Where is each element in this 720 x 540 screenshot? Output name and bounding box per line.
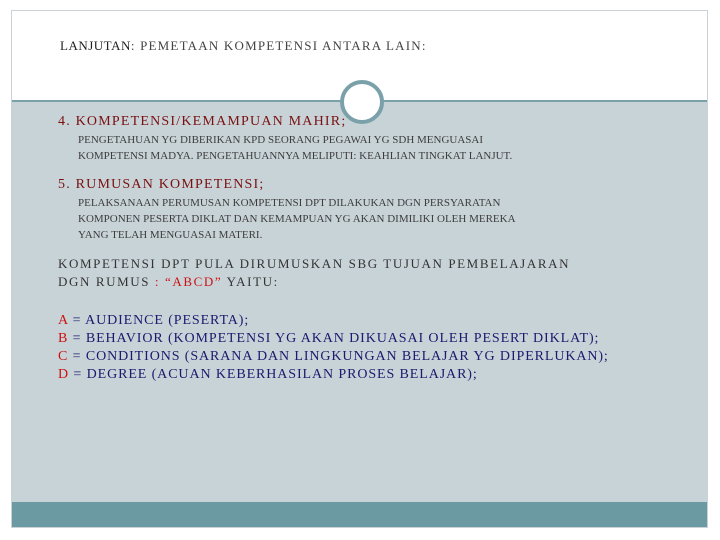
title-rest: : PEMETAAN KOMPETENSI ANTARA LAIN: — [130, 38, 427, 53]
body-line: KOMPETENSI MADYA. PENGETAHUANNYA MELIPUTI: KEAHLIAN TINGKAT LANJUT. — [78, 150, 513, 162]
list-text: = CONDITIONS (SARANA DAN LINGKUNGAN BELAJAR YG DIPERLUKAN); — [68, 349, 609, 364]
body-line: YANG TELAH MENGUASAI MATERI. — [78, 229, 263, 241]
section-heading-rumusan: 5. RUMUSAN KOMPETENSI; — [58, 177, 265, 192]
paragraph-line — [58, 273, 570, 291]
list-letter: A — [58, 313, 69, 328]
list-item — [58, 312, 609, 330]
paragraph-line: KOMPETENSI DPT PULA DIRUMUSKAN SBG TUJUAN PEMBELAJARAN — [58, 256, 571, 271]
list-letter: C — [58, 349, 69, 364]
list-item — [58, 366, 609, 384]
circle-ornament-icon — [340, 80, 384, 124]
paragraph-text: YAITU: — [222, 274, 279, 289]
slide-title — [60, 38, 427, 54]
paragraph-text: DGN RUMUS — [58, 274, 155, 289]
abcd-list — [58, 312, 609, 384]
section-heading-mahir: 4. KOMPETENSI/KEMAMPUAN MAHIR; — [58, 114, 347, 129]
list-letter: B — [58, 331, 69, 346]
list-text: = DEGREE (ACUAN KEBERHASILAN PROSES BELAJAR); — [69, 367, 478, 382]
slide-footer-bar — [12, 502, 707, 527]
list-text: = AUDIENCE (PESERTA); — [68, 313, 250, 328]
section-body-mahir — [78, 132, 512, 164]
list-item — [58, 330, 609, 348]
list-text: = BEHAVIOR (KOMPETENSI YG AKAN DIKUASAI OLEH PESERT DIKLAT); — [68, 331, 600, 346]
list-letter: D — [58, 367, 70, 382]
title-prefix: LANJUTAN — [60, 38, 131, 53]
section-body-rumusan — [78, 195, 516, 243]
abcd-highlight: : “ABCD” — [154, 274, 223, 289]
body-line: KOMPONEN PESERTA DIKLAT DAN KEMAMPUAN YG AKAN DIMILIKI OLEH MEREKA — [78, 213, 516, 225]
abcd-intro-paragraph — [58, 255, 570, 291]
list-item — [58, 348, 609, 366]
body-line: PENGETAHUAN YG DIBERIKAN KPD SEORANG PEGAWAI YG SDH MENGUASAI — [78, 134, 484, 146]
body-line: PELAKSANAAN PERUMUSAN KOMPETENSI DPT DILAKUKAN DGN PERSYARATAN — [78, 197, 501, 209]
